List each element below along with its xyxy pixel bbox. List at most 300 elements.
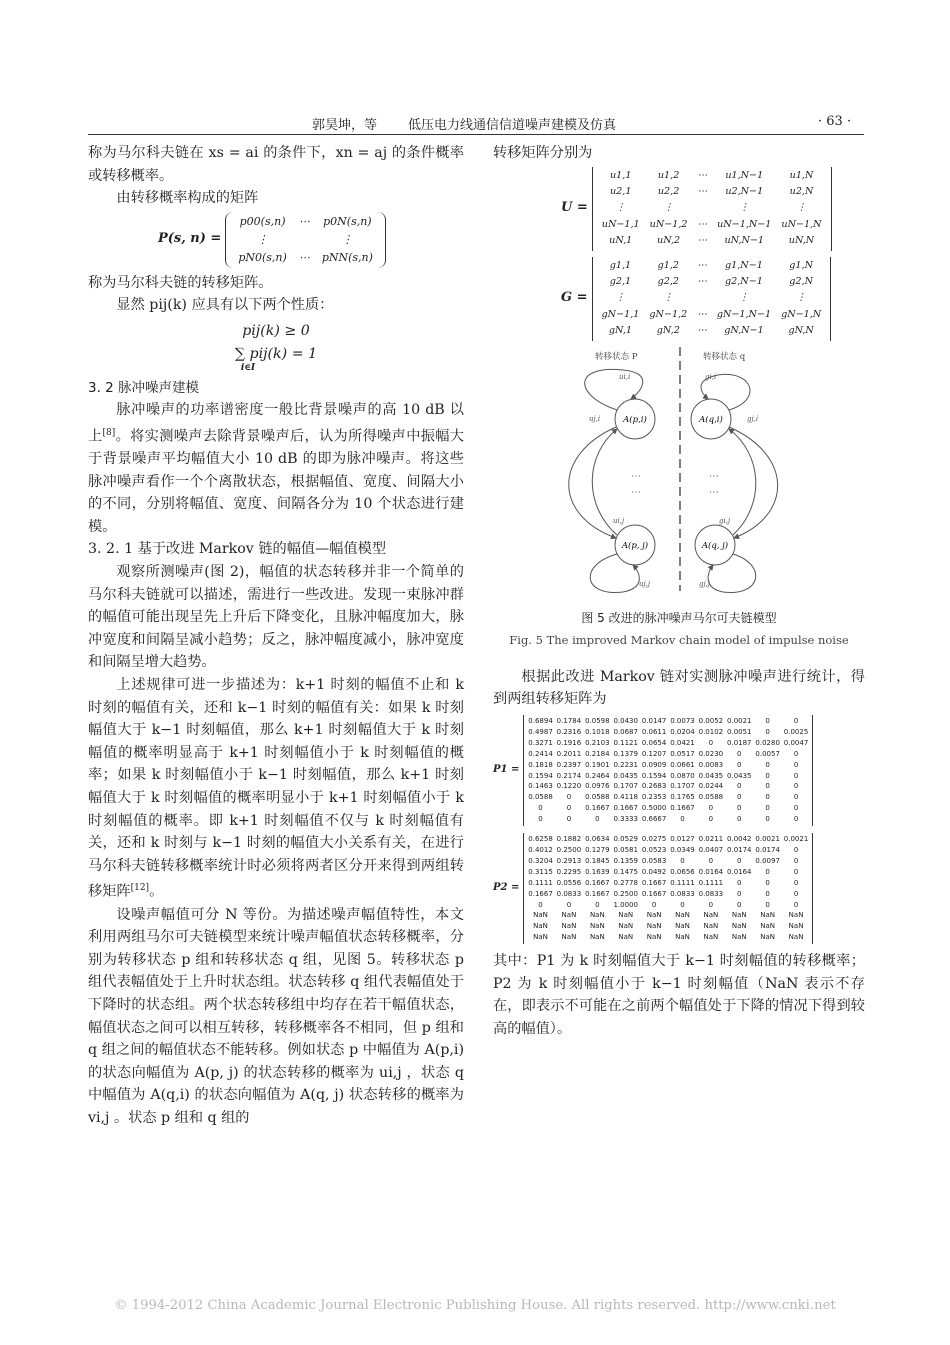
matrix-p2-cell: NaN (675, 922, 690, 931)
matrix-p2-cell: 0.0833 (698, 889, 724, 898)
matrix-p1-cell: 0 (737, 760, 742, 769)
matrix-p1-cell: 0 (765, 760, 770, 769)
matrix-g-cell: gN−1,2 (649, 308, 688, 320)
matrix-u-cell: ⋯ (697, 169, 708, 181)
matrix-p1-cell: 0.0687 (613, 727, 638, 736)
matrix-u-cell: ⋮ (663, 202, 674, 214)
matrix-p2-cell: 0 (765, 900, 770, 909)
right-column (493, 142, 865, 1041)
matrix-p2-cell: 0.1111 (528, 878, 553, 887)
paragraph (88, 399, 464, 538)
matrix-p1-cell: 0 (793, 717, 799, 726)
matrix-g-cell: ⋯ (697, 325, 707, 337)
matrix-p2-cell: NaN (561, 922, 577, 931)
label-ujj: uj,j (639, 579, 651, 588)
matrix-p2-cell: 0.1667 (585, 878, 610, 887)
matrix-p1-cell: 0.2231 (613, 760, 638, 769)
matrix-p2-cell: 0.1111 (670, 878, 695, 887)
matrix-p1-cell: 0.0021 (727, 717, 752, 726)
matrix-g-cell: ⋮ (615, 292, 626, 304)
matrix-p1-cell: 0.0611 (641, 727, 667, 736)
matrix-p2-cell: NaN (731, 922, 747, 931)
matrix-p1-cell: 0 (765, 717, 770, 726)
paragraph (88, 674, 464, 904)
matrix-p2-cell: 0.0349 (670, 846, 695, 854)
matrix-p2-cell: 0.0211 (698, 835, 724, 844)
matrix-p2-cell: 0 (793, 867, 799, 876)
label-gji: gj,i (747, 414, 759, 423)
matrix-p1-cell: 0.2103 (585, 738, 610, 747)
matrix-p-cell: pN0(s,n) (238, 250, 287, 264)
matrix-p2-cell: 0.3204 (528, 856, 553, 865)
matrix-p1-cell: 0.1594 (641, 771, 667, 780)
matrix-p1-cell: 0 (680, 815, 685, 824)
matrix-p2-row (526, 856, 810, 867)
matrix-p2-cell: NaN (561, 911, 577, 920)
matrix-label: P2 = (493, 882, 520, 894)
matrix-p2-cell: 0 (793, 856, 799, 865)
matrix-p1-cell: 0.1916 (556, 738, 582, 747)
matrix-p2-cell: 0.1475 (613, 867, 638, 876)
header-authors: 郭昊坤，等 (312, 118, 378, 133)
header-title: 低压电力线通信信道噪声建模及仿真 (408, 118, 617, 133)
matrix-p2-cell: 0 (793, 900, 799, 909)
matrix-p1-cell: 0.2397 (556, 760, 582, 769)
matrix-p2-cell: 0.0021 (755, 835, 780, 844)
matrix-p1-cell: 0.0102 (698, 727, 724, 736)
matrix-g-row (597, 323, 827, 339)
matrix-p2-cell: 0.1359 (613, 856, 638, 865)
matrix-p1-row (526, 716, 810, 727)
paragraph: 由转移概率构成的矩阵 (116, 190, 259, 207)
equation-sum (88, 345, 464, 373)
matrix-p2-equation (493, 833, 865, 944)
matrix-p1-cell: 0.0244 (698, 782, 724, 791)
node-aqj-label: A(q, j) (701, 540, 729, 551)
matrix-p1-cell: 0.1379 (613, 749, 638, 758)
paragraph: 根据此改进 Markov 链对实测脉冲噪声进行统计，得到两组转移矩阵为 (493, 668, 865, 708)
matrix-p2-cell: 0.4012 (528, 846, 553, 854)
matrix-p1-cell: 0 (793, 793, 799, 802)
matrix-p2-cell: NaN (788, 922, 804, 931)
label-state-p: 转移状态 P (595, 351, 638, 362)
section-heading: 3. 2 脉冲噪声建模 (88, 379, 200, 396)
matrix-g-cell: ⋮ (663, 292, 674, 304)
matrix-p1-cell: 0.0909 (641, 760, 667, 769)
matrix-p1-cell: 0.4987 (528, 727, 553, 736)
matrix-u-cell: ⋮ (615, 202, 626, 214)
matrix-p2-row (526, 900, 810, 911)
matrix-p2-cell: NaN (731, 911, 747, 920)
matrix-p2-row (526, 921, 810, 932)
label-gij: gi,j (719, 516, 731, 525)
paragraph-text: 脉冲噪声的功率谱密度一般比背景噪声的高 10 dB 以上 (88, 402, 464, 445)
matrix-p1-cell: 0.0435 (727, 771, 752, 780)
matrix-p2-cell: 0.1279 (585, 846, 610, 854)
header-rule (88, 134, 864, 135)
label-uij: ui,j (613, 516, 625, 525)
matrix-p1-cell: 0.2011 (556, 749, 582, 758)
matrix-p2-cell: 0.2295 (556, 867, 582, 876)
matrix-p2-cell: 0.1111 (698, 878, 724, 887)
matrix-p1-cell: 0.1765 (670, 793, 695, 802)
matrix-p2-cell: 0.0583 (641, 856, 667, 865)
matrix-g-row (597, 290, 827, 306)
matrix-p2-cell: NaN (533, 911, 548, 920)
paragraph: 设噪声幅值可分 N 等份。为描述噪声幅值特性，本文利用两组马尔可夫链模型来统计噪声幅值状态转移概率，分别为转移状态 p 组和转移状态 q 组，见图 5。转移状态 p 组代表幅值处于上升时状态组。状态转移 q 组代表幅值处于下降时的状态组。两个状态转移组中均存在若干幅值状态，幅值状态之间可以相互转移，转移概率各不相同，但 p 组和 q 组之间的幅值状态不能转移。例如状态 p 中幅值为 A(p,i) 的状态向幅值为 A(p, j) 的状态转移的概率为 ui,j ，状态 q 中幅值为 A(q,i) 的状态向幅值为 A(q, j) 状态转移的概率为 vi,j 。状态 p 组和 q 组的 (88, 906, 464, 1127)
ellipsis-q: ⋯ (709, 486, 719, 498)
matrix-u-cell: uN,1 (609, 235, 633, 247)
matrix-p1-equation (493, 715, 865, 826)
matrix-p1-cell: 0.2414 (528, 749, 553, 758)
matrix-p1-cell: 0.1018 (585, 727, 610, 736)
matrix-g-cell: g1,N−1 (725, 259, 763, 271)
matrix-p1-cell: 0 (708, 804, 714, 813)
matrix-p2-cell: 0.2500 (613, 889, 638, 898)
paragraph-text: 上述规律可进一步描述为：k+1 时刻的幅值不止和 k 时刻的幅值有关，还和 k−1 时刻的幅值有关：如果 k 时刻幅值大于 k−1 时刻幅值，那么 k+1 时刻幅值大于 k 时刻幅值的概率明显高于 k+1 时刻幅值小于 k 时刻幅值的概率；如果 k 时刻幅值小于 k−1 时刻幅值，那么 k+1 时刻幅值大于 k 时刻幅值的概率明显小于 k+1 时刻幅值小于 k 时刻幅值的概率。即 k+1 时刻幅值不仅与 k 时刻幅值有关，还和 k 时刻与 k−1 时刻的幅值大小关系有关，在进行马尔科夫链转移概率统计时必须将两者区分开来得到两组转移矩阵 (88, 677, 464, 901)
matrix-p2-cell: NaN (703, 922, 719, 931)
matrix-p2-cell: NaN (703, 911, 719, 920)
matrix-g-cell (692, 290, 712, 306)
matrix-u-row (597, 217, 827, 233)
matrix-p2-cell: 0.1667 (585, 889, 610, 898)
matrix-p1-cell: 0.0588 (698, 793, 724, 802)
label-gii: gi,i (705, 372, 717, 381)
matrix-g-cell: g1,2 (657, 259, 679, 271)
matrix-p1-cell: 0 (737, 782, 742, 791)
matrix-p1-cell: 0.1784 (556, 717, 582, 726)
paragraph: 显然 pij(k) 应具有以下两个性质： (116, 297, 334, 314)
copyright-footer: © 1994-2012 China Academic Journal Electronic Publishing House. All rights reserved. http://www.cnki.net (114, 1298, 836, 1313)
matrix-p2-cell: NaN (589, 911, 605, 920)
paragraph: 转移矩阵分别为 (493, 145, 593, 161)
matrix-p2-cell: NaN (618, 922, 634, 931)
matrix-p1-cell: 0.2174 (556, 771, 582, 780)
matrix-p2-cell: 0 (765, 867, 770, 876)
figure-caption-cn: 图 5 改进的脉冲噪声马尔可夫链模型 (581, 610, 777, 625)
matrix-g-cell: gN−1,N−1 (716, 308, 772, 320)
matrix-p2-cell: 0 (651, 900, 657, 909)
matrix-p2-cell: 0 (793, 889, 799, 898)
matrix-u-cell: ⋮ (796, 202, 807, 214)
matrix-p1-cell: 0.1667 (670, 804, 695, 813)
matrix-p-cell: p00(s,n) (239, 214, 286, 228)
matrix-p2-cell: NaN (760, 933, 776, 942)
matrix-p1-cell: 0.1707 (670, 782, 695, 791)
matrix-p2-cell: 1.0000 (613, 900, 638, 909)
matrix-p2-cell: 0.6258 (528, 835, 553, 844)
matrix-p2-cell: 0.0127 (670, 835, 695, 844)
matrix-p-cell: ⋮ (341, 232, 353, 246)
matrix-p2-cell: 0 (737, 878, 742, 887)
matrix-p1-row (526, 781, 810, 792)
matrix-p2-cell: 0 (737, 856, 742, 865)
matrix-p1-cell: 0 (793, 782, 799, 791)
matrix-p1-cell: 0.0187 (727, 738, 752, 747)
matrix-p2-cell: NaN (675, 933, 690, 942)
running-header (0, 114, 950, 134)
matrix-p1-cell: 0.1207 (641, 749, 667, 758)
matrix-p2-cell: 0 (765, 878, 770, 887)
matrix-p2-cell: 0.0275 (641, 835, 667, 844)
matrix-label: G = (561, 290, 588, 306)
label-state-q: 转移状态 q (703, 351, 746, 362)
matrix-p2-cell: NaN (533, 933, 548, 942)
matrix-p-row (232, 231, 379, 249)
matrix-p2-cell: 0.2778 (613, 878, 638, 887)
matrix-g (592, 257, 832, 341)
matrix-p2-cell: NaN (561, 933, 577, 942)
left-column (88, 142, 464, 1130)
matrix-p1-cell: 0.2316 (556, 727, 582, 736)
matrix-p1-cell: 0.0147 (641, 717, 667, 726)
matrix-p2-cell: 0.0492 (641, 867, 667, 876)
matrix-p1-cell: 0.0517 (670, 749, 695, 758)
subsection-heading: 3. 2. 1 基于改进 Markov 链的幅值—幅值模型 (88, 541, 387, 558)
matrix-u-cell: ⋮ (739, 202, 750, 214)
matrix-p2-cell: 0.0833 (556, 889, 582, 898)
matrix-p1-cell: 0 (737, 815, 742, 824)
matrix-p1 (523, 715, 813, 826)
matrix-p1-cell: 0.1667 (613, 804, 638, 813)
matrix-p1-cell: 0 (793, 771, 799, 780)
matrix-p2-cell: 0 (538, 900, 543, 909)
matrix-p2-cell: NaN (618, 933, 634, 942)
matrix-p2-row (526, 878, 810, 889)
matrix-p2-cell: 0.0833 (670, 889, 695, 898)
equation-sum-body: ∑ pij(k) = 1 (234, 345, 318, 362)
matrix-p-row (232, 213, 379, 231)
matrix-u-cell: u2,N−1 (725, 186, 764, 197)
matrix-u-cell: ⋯ (697, 186, 708, 197)
matrix-p1-cell: 0.5000 (641, 804, 667, 813)
matrix-p1-row (526, 727, 810, 738)
matrix-p2-cell: 0.0581 (613, 846, 638, 854)
matrix-p1-cell: 0.0280 (755, 738, 780, 747)
matrix-u-row (597, 168, 827, 184)
matrix-g-cell: ⋮ (796, 292, 806, 304)
citation: [12] (130, 883, 150, 894)
matrix-p1-cell: 0.1121 (613, 738, 638, 747)
matrix-p2-cell: NaN (646, 933, 662, 942)
matrix-p2-row (526, 932, 810, 943)
matrix-g-cell: ⋯ (697, 308, 707, 320)
matrix-p1-cell: 0.4118 (613, 793, 638, 802)
header-page-number: · 63 · (818, 114, 852, 129)
matrix-g-cell: g2,1 (609, 276, 632, 288)
matrix-p1-cell: 0 (765, 782, 770, 791)
matrix-p1-cell: 0.6894 (528, 717, 553, 726)
matrix-p1-cell: 0 (765, 793, 770, 802)
matrix-p1-cell: 0.0057 (755, 749, 780, 758)
matrix-p2-cell: 0.1667 (528, 889, 553, 898)
matrix-u-cell: u1,N−1 (725, 169, 764, 181)
equation-nonneg: pij(k) ≥ 0 (242, 322, 310, 339)
matrix-u-row (597, 184, 827, 200)
matrix-p2-cell: 0 (793, 878, 799, 887)
label-gjj: gj,j (699, 579, 711, 588)
matrix-p1-cell: 0.0047 (783, 738, 809, 747)
matrix-g-cell: gN,1 (608, 325, 632, 337)
matrix-p1-cell: 0.6667 (641, 815, 667, 824)
matrix-p2-cell: 0 (708, 900, 714, 909)
matrix-p1-cell: 0.0051 (727, 727, 752, 736)
matrix-p2-cell: NaN (788, 933, 804, 942)
matrix-p1-cell: 0.0230 (698, 749, 724, 758)
matrix-p2-row (526, 889, 810, 900)
matrix-p1-cell: 0 (595, 815, 600, 824)
equation-sum-index: i∈I (240, 362, 256, 373)
matrix-u-cell: uN,N (788, 235, 815, 247)
matrix-g-cell: ⋯ (697, 259, 707, 271)
matrix-u-cell: ⋯ (697, 218, 708, 230)
matrix-p1-cell: 0.2353 (641, 793, 667, 802)
matrix-p1-cell: 0.3333 (613, 815, 638, 824)
matrix-p1-cell: 0.2184 (585, 749, 610, 758)
matrix-p1-cell: 0 (765, 771, 770, 780)
matrix-p2-cell: 0.2500 (556, 846, 582, 854)
matrix-p1-cell: 0 (566, 815, 572, 824)
matrix-p2-cell: NaN (731, 933, 747, 942)
matrix-label: P(s, n) = (158, 231, 222, 247)
label-uii: ui,i (619, 372, 631, 381)
matrix-p1-cell: 0.1707 (613, 782, 638, 791)
matrix-p2-cell: 0 (680, 856, 685, 865)
matrix-p2-cell: 0.0174 (727, 846, 752, 854)
matrix-p2-row (526, 910, 810, 921)
matrix-p2-cell: NaN (618, 911, 634, 920)
matrix-p1-row (526, 792, 810, 803)
matrix-g-cell: gN−1,1 (601, 308, 640, 320)
matrix-p2-cell: 0.0042 (727, 835, 752, 844)
edge-gij (729, 427, 778, 538)
matrix-p2-cell: NaN (788, 911, 804, 920)
matrix-g-cell: ⋮ (739, 292, 749, 304)
matrix-p2-cell: 0.0097 (755, 856, 780, 865)
matrix-p-cell (293, 231, 316, 249)
matrix-p1-row (526, 738, 810, 749)
matrix-p1-cell: 0.1220 (556, 782, 582, 791)
paragraph-text: 。将实测噪声去除背景噪声后，认为所得噪声中振幅大于背景噪声平均幅值大小 10 dB 的即为脉冲噪声。将这些脉冲噪声看作一个个离散状态，根据幅值、宽度、间隔大小的不同，分别将幅值、宽度、间隔各分为 10 个状态进行建模。 (88, 428, 464, 535)
matrix-p1-cell: 0.0052 (698, 717, 724, 726)
matrix-p2-row (526, 834, 810, 845)
matrix-p1-cell: 0.0435 (613, 771, 638, 780)
edge-gji (729, 429, 756, 535)
matrix-p1-row (526, 814, 810, 825)
matrix-u-cell (693, 200, 713, 216)
matrix-p2-row (526, 845, 810, 856)
matrix-p1-cell: 0.0654 (641, 738, 667, 747)
matrix-p2-cell: 0.1639 (585, 867, 610, 876)
matrix-p1-cell: 0 (793, 815, 799, 824)
matrix-p2-cell: 0.1667 (641, 878, 667, 887)
matrix-p1-cell: 0.1818 (528, 760, 553, 769)
matrix-u-cell: uN−1,N−1 (717, 218, 772, 230)
matrix-p2-cell: 0 (765, 889, 770, 898)
matrix-p1-cell: 0.2683 (641, 782, 667, 791)
paragraph: 其中：P1 为 k 时刻幅值大于 k−1 时刻幅值的转移概率；P2 为 k 时刻幅值小于 k−1 时刻幅值（NaN 表示不存在，即表示不可能在之前两个幅值处于下降的情况下得到较高的幅值）。 (493, 953, 865, 1037)
matrix-p2-cell: NaN (760, 911, 776, 920)
matrix-p1-cell: 0.1667 (585, 804, 610, 813)
matrix-p2-cell: 0.0556 (556, 878, 582, 887)
matrix-g-cell: g2,2 (657, 276, 679, 288)
matrix-label: U = (561, 200, 588, 216)
matrix-p2-cell: 0 (566, 900, 572, 909)
matrix-u-row (597, 233, 827, 249)
node-aqi-label: A(q,i) (699, 414, 723, 425)
matrix-p1-cell: 0 (793, 804, 799, 813)
matrix-label: P1 = (493, 764, 520, 776)
matrix-u-cell: uN,2 (657, 235, 681, 247)
matrix-p1-cell: 0 (538, 804, 543, 813)
matrix-p1-cell: 0.0421 (670, 738, 695, 747)
ellipsis-q: ⋯ (709, 470, 719, 482)
citation: [8] (102, 427, 116, 438)
matrix-u-cell: u2,2 (657, 186, 680, 197)
matrix-p2-cell: NaN (703, 933, 719, 942)
matrix-u (592, 167, 832, 251)
matrix-p1-cell: 0.0588 (585, 793, 610, 802)
ellipsis-p: ⋯ (631, 470, 641, 482)
paragraph: 观察所测噪声(图 2)，幅值的状态转移并非一个简单的马尔科夫链就可以描述，需进行一些改进。发现一束脉冲群的幅值可能出现呈先上升后下降变化，且脉冲幅度加大，脉冲宽度和间隔呈减小趋势；反之，脉冲幅度减小，脉冲宽度和间隔呈增大趋势。 (88, 564, 464, 671)
matrix-p2-cell: 0.3115 (528, 867, 553, 876)
matrix-g-cell: g2,N−1 (725, 276, 763, 288)
matrix-p1-cell: 0 (566, 804, 572, 813)
matrix-p2-cell: 0 (793, 846, 799, 854)
matrix-p1-cell: 0.0073 (670, 717, 695, 726)
markov-chain-diagram (493, 345, 865, 605)
matrix-p2-cell: 0.0634 (585, 835, 610, 844)
matrix-p2-cell: 0.1667 (641, 889, 667, 898)
matrix-p2-cell: 0.0523 (641, 846, 667, 854)
matrix-u-cell: u2,1 (609, 186, 632, 197)
matrix-p1-cell: 0 (765, 804, 770, 813)
matrix-p2-cell: 0.0164 (727, 867, 752, 876)
matrix-p2-cell: 0 (680, 900, 685, 909)
ellipsis-p: ⋯ (631, 486, 641, 498)
matrix-g-cell: ⋯ (697, 276, 707, 288)
matrix-p2-cell: NaN (646, 911, 662, 920)
matrix-p2-cell: 0 (708, 856, 714, 865)
matrix-p2-cell: 0.0174 (755, 846, 780, 854)
matrix-p2-cell: NaN (760, 922, 776, 931)
matrix-u-cell: uN−1,1 (601, 218, 640, 230)
matrix-g-equation (561, 257, 865, 341)
matrix-p1-cell: 0 (566, 793, 572, 802)
matrix-p1-cell: 0 (793, 760, 799, 769)
matrix-p1-cell: 0 (538, 815, 543, 824)
matrix-u-cell: uN−1,N (781, 218, 822, 230)
matrix-p2-cell: 0.2913 (556, 856, 582, 865)
matrix-u-cell: ⋯ (697, 235, 708, 247)
figure-caption-en: Fig. 5 The improved Markov chain model of impulse noise (509, 633, 849, 648)
node-apj-label: A(p, j) (621, 540, 649, 551)
matrix-p-row (232, 249, 379, 267)
matrix-g-cell: g2,N (789, 276, 813, 288)
matrix-p-cell: pNN(s,n) (321, 250, 373, 264)
matrix-p1-cell: 0 (737, 793, 742, 802)
matrix-g-cell: g1,N (789, 259, 813, 271)
matrix-u-cell: u1,2 (657, 169, 680, 181)
matrix-p2-row (526, 867, 810, 878)
matrix-p2-cell: 0.0021 (783, 835, 809, 844)
matrix-p1-cell: 0.2464 (585, 771, 610, 780)
matrix-p1-cell: 0.0598 (585, 717, 610, 726)
matrix-u-cell: u1,N (789, 169, 814, 181)
matrix-u-equation (561, 167, 865, 251)
matrix-p1-cell: 0 (737, 804, 742, 813)
matrix-p1-cell: 0.3271 (528, 738, 553, 747)
